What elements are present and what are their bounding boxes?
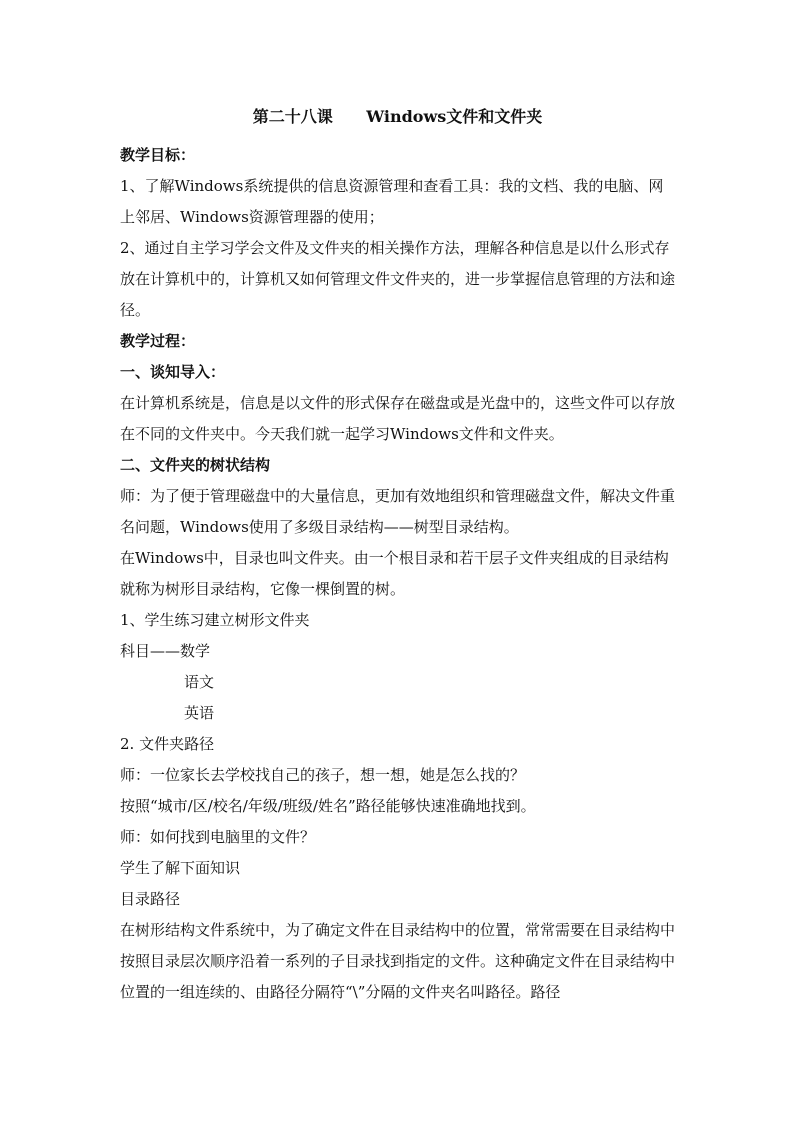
heading-objectives: 教学目标：: [120, 146, 196, 164]
teacher-question-1: 师：一位家长去学校找自己的孩子，想一想，她是怎么找的？: [120, 766, 526, 784]
exercise-heading: 1、学生练习建立树形文件夹: [120, 611, 310, 629]
objective-1: 1、了解Windows系统提供的信息资源管理和查看工具：我的文档、我的电脑、网上邻居、Windows资源管理器的使用；: [120, 177, 664, 226]
student-knowledge: 学生了解下面知识: [120, 859, 241, 877]
tree-child-chinese: 语文: [184, 673, 215, 691]
teacher-question-2: 师：如何找到电脑里的文件？: [120, 828, 316, 846]
tree-child-english: 英语: [184, 704, 215, 722]
objective-2: 2、通过自主学习学会文件及文件夹的相关操作方法，理解各种信息是以什么形式存放在计算机中的，计算机又如何管理文件文件夹的，进一步掌握信息管理的方法和途径。: [120, 239, 676, 319]
heading-process: 教学过程：: [120, 332, 196, 350]
tree-root-line: 科目——数学: [120, 642, 211, 660]
tree-paragraph: 在Windows中，目录也叫文件夹。由一个根目录和若干层子文件夹组成的目录结构就称为树形目录结构，它像一棵倒置的树。: [120, 549, 669, 598]
document-body: [120, 140, 676, 1008]
path-example: 按照“城市/区/校名/年级/班级/姓名”路径能够快速准确地找到。: [120, 797, 536, 815]
path-definition-paragraph: 在树形结构文件系统中，为了确定文件在目录结构中的位置，常常需要在目录结构中按照目录层次顺序沿着一系列的子目录找到指定的文件。这种确定文件在目录结构中位置的一组连续的、由路径分隔符“\”分隔的文件夹名叫路径。路径: [120, 921, 676, 1001]
lesson-title: 第二十八课 Windows文件和文件夹: [252, 107, 543, 126]
teacher-paragraph-1: 师：为了便于管理磁盘中的大量信息，更加有效地组织和管理磁盘文件，解决文件重名问题，Windows使用了多级目录结构——树型目录结构。: [120, 487, 676, 536]
heading-tree-structure: 二、文件夹的树状结构: [120, 456, 271, 474]
directory-path-heading: 目录路径: [120, 890, 181, 908]
intro-paragraph: 在计算机系统是，信息是以文件的形式保存在磁盘或是光盘中的，这些文件可以存放在不同的文件夹中。今天我们就一起学习Windows文件和文件夹。: [120, 394, 676, 443]
heading-intro: 一、谈知导入：: [120, 363, 226, 381]
path-heading: 2. 文件夹路径: [120, 735, 215, 753]
